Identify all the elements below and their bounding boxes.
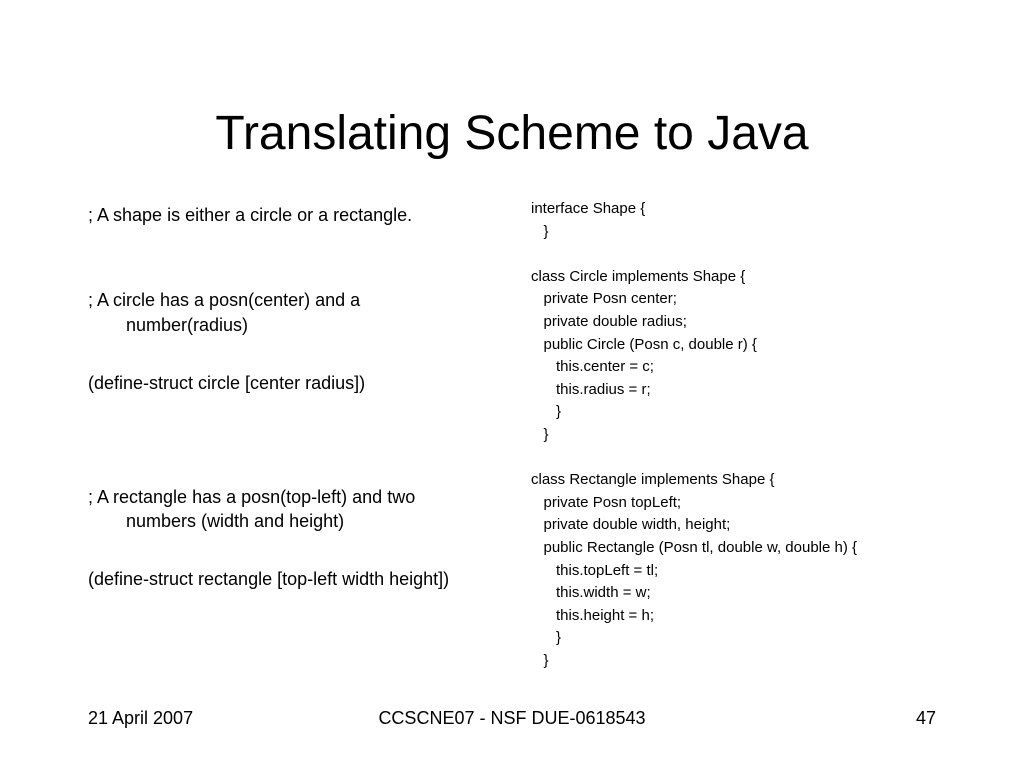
java-code-line: [531, 447, 857, 470]
java-code-line: private double radius;: [531, 312, 687, 330]
java-code-line: this.topLeft = tl;: [531, 561, 659, 579]
shape-comment: ; A shape is either a circle or a rectangle.: [88, 205, 413, 225]
java-code-line: class Rectangle implements Shape {: [531, 471, 775, 489]
rectangle-define-struct: (define-struct rectangle [top-left width height]): [88, 569, 450, 589]
java-code-line: this.center = c;: [531, 358, 654, 376]
footer-conference: CCSCNE07 - NSF DUE-0618543: [378, 708, 646, 728]
java-code-line: }: [531, 651, 549, 669]
java-code-line: }: [531, 222, 549, 240]
java-code-line: this.width = w;: [531, 584, 651, 602]
java-code-line: private Posn center;: [531, 290, 677, 308]
java-code-line: class Circle implements Shape {: [531, 267, 746, 285]
java-code-line: public Circle (Posn c, double r) {: [531, 335, 757, 353]
rectangle-comment-line-1: ; A rectangle has a posn(top-left) and two: [88, 487, 416, 507]
java-code-line: this.height = h;: [531, 606, 654, 624]
rectangle-comment-line-2: numbers (width and height): [126, 511, 345, 531]
java-code-line: }: [531, 629, 562, 647]
circle-define-struct: (define-struct circle [center radius]): [88, 373, 366, 393]
java-code-line: private Posn topLeft;: [531, 493, 682, 511]
java-code-line: this.radius = r;: [531, 380, 651, 398]
java-code-line: }: [531, 425, 549, 443]
slide-title: Translating Scheme to Java: [215, 107, 809, 160]
java-code-line: interface Shape {: [531, 200, 646, 217]
circle-comment-line-2: number(radius): [126, 315, 249, 335]
footer-date: 21 April 2007: [88, 708, 194, 728]
page-number: 47: [915, 708, 936, 728]
java-code-line: [531, 243, 857, 266]
java-code-line: private double width, height;: [531, 516, 731, 534]
java-code-line: }: [531, 403, 562, 421]
circle-comment-line-1: ; A circle has a posn(center) and a: [88, 290, 361, 310]
java-code-line: public Rectangle (Posn tl, double w, double h) {: [531, 538, 858, 556]
java-code-block: [531, 198, 857, 672]
